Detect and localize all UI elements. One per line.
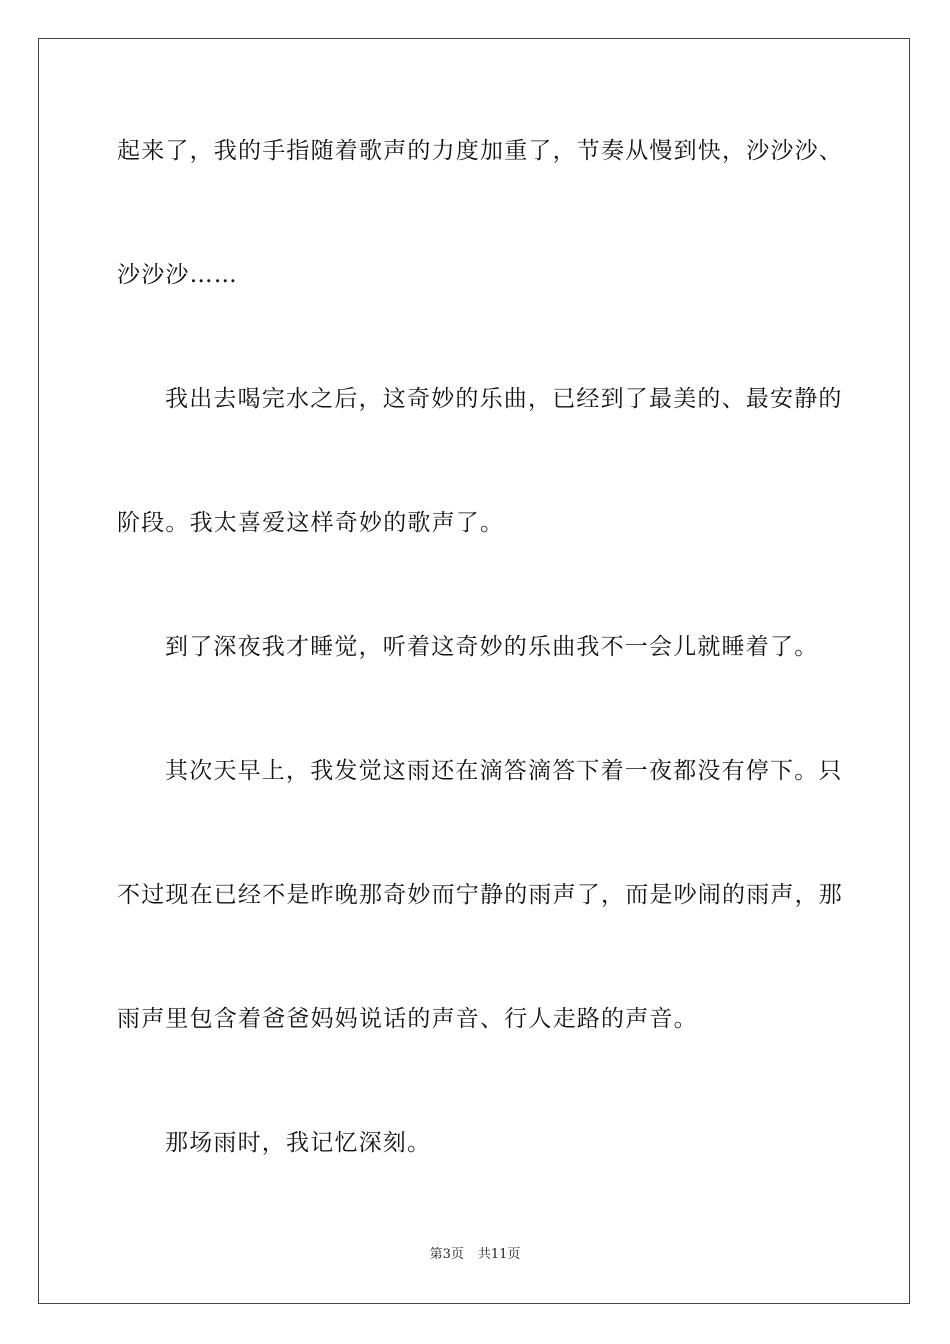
page-footer xyxy=(0,1246,950,1264)
paragraph-start-line: 我出去喝完水之后，这奇妙的乐曲，已经到了最美的、最安静的 xyxy=(165,386,843,412)
text-line: 不过现在已经不是昨晚那奇妙而宁静的雨声了，而是吵闹的雨声，那 xyxy=(117,882,843,908)
page-number: 第3页 xyxy=(429,1247,464,1262)
text-line: 雨声里包含着爸爸妈妈说话的声音、行人走路的声音。 xyxy=(117,1006,698,1032)
page-border xyxy=(38,38,910,1304)
total-pages: 共11页 xyxy=(477,1247,521,1262)
text-line: 阶段。我太喜爱这样奇妙的歌声了。 xyxy=(117,510,505,536)
paragraph-start-line: 那场雨时，我记忆深刻。 xyxy=(165,1130,432,1156)
text-line: 沙沙沙…… xyxy=(117,262,238,288)
text-line: 起来了，我的手指随着歌声的力度加重了，节奏从慢到快，沙沙沙、 xyxy=(117,138,843,164)
paragraph-start-line: 其次天早上，我发觉这雨还在滴答滴答下着一夜都没有停下。只 xyxy=(165,758,843,784)
paragraph-start-line: 到了深夜我才睡觉，听着这奇妙的乐曲我不一会儿就睡着了。 xyxy=(165,634,819,660)
